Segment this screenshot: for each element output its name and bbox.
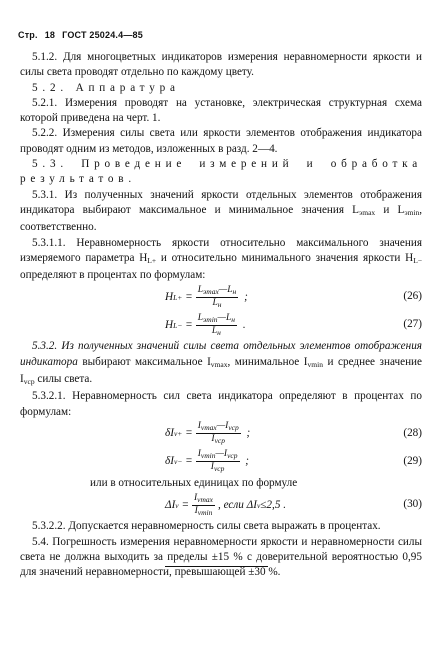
formula-number-26: (26) xyxy=(403,290,422,303)
page-number: 18 xyxy=(44,30,56,40)
page-header xyxy=(18,30,150,40)
formula-30: ΔI v = $\frac{I_{vmax}}{I_{vmin}}$ , если ΔI v ≤2,5 . (30) xyxy=(165,492,422,517)
paragraph-5-3-2-1: 5.3.2.1. Неравномерность сил света индикатора определяют в процентах по формулам: xyxy=(20,390,422,418)
formula-27: H L− = $\frac{L_{эmin}—L_н}{L_н}$ . (27) xyxy=(165,312,422,337)
section-heading-5-3: 5.3. Проведение измерений и обработка результатов. xyxy=(20,158,422,186)
page-label: Стр. xyxy=(18,30,38,40)
paragraph-5-3-1: 5.3.1. Из полученных значений яркости отдельных элементов отображения индикатора выбирают максимальное и минимальное значения $L_{эmax}$ и $L_{эmin}$, соответственно. xyxy=(20,188,422,234)
formula-number-28: (28) xyxy=(403,426,422,439)
formula-number-30: (30) xyxy=(403,498,422,511)
paragraph-5-4: 5.4. Погрешность измерения неравномерности яркости и неравномерности силы света не должна выходить за пределы ±15 % с доверительной вероятностью 0,95 для значений неравномерности, превышающей ±30 %. xyxy=(20,535,422,579)
formula-number-27: (27) xyxy=(403,318,422,331)
end-rule xyxy=(165,566,268,567)
paragraph-5-3-1-1: 5.3.1.1. Неравномерность яркости относительно максимального значения измеряемого параметра $H_{L+}$ и относительно минимального значения яркости $H_{L-}$ определяют в процентах по формулам: xyxy=(20,236,422,282)
formula-29: δI v− = $\frac{I_{vmin}—I_{vср}}{I_{vср}}$ ; (29) xyxy=(165,449,422,474)
body-text xyxy=(20,50,422,580)
paragraph-5-1-2: 5.1.2. Для многоцветных индикаторов измерения неравномерности яркости и силы света проводят отдельно по каждому цвету. xyxy=(20,51,422,79)
section-heading-5-2: 5.2. Аппаратура xyxy=(32,81,180,94)
standard-code: ГОСТ 25024.4—85 xyxy=(62,30,143,40)
formula-26: H L+ = $\frac{L_{эmax}—L_н}{L_н}$ ; (26) xyxy=(165,284,422,309)
paragraph-5-2-1: 5.2.1. Измерения проводят на установке, электрическая структурная схема которой приведена на черт. 1. xyxy=(20,96,422,125)
paragraph-5-2-2: 5.2.2. Измерения силы света или яркости элементов отображения индикатора проводят одним из методов, изложенных в разд. 2—4. xyxy=(20,127,422,155)
paragraph-5-3-2-2: 5.3.2.2. Допускается неравномерность силы света выражать в процентах. xyxy=(32,520,381,533)
paragraph-5-3-2: 5.3.2. Из полученных значений силы света отдельных элементов отображения индикатора выбирают максимальное $I_{vmax}$, минимальное $I_{vmin}$ и среднее значение $I_{vср}$ силы света. xyxy=(20,340,423,387)
formula-number-29: (29) xyxy=(403,454,422,467)
formula-28: δI v+ = $\frac{I_{vmax}—I_{vср}}{I_{vср}}$ ; (28) xyxy=(165,421,422,446)
paragraph-relative-units: или в относительных единицах по формуле xyxy=(90,476,298,489)
